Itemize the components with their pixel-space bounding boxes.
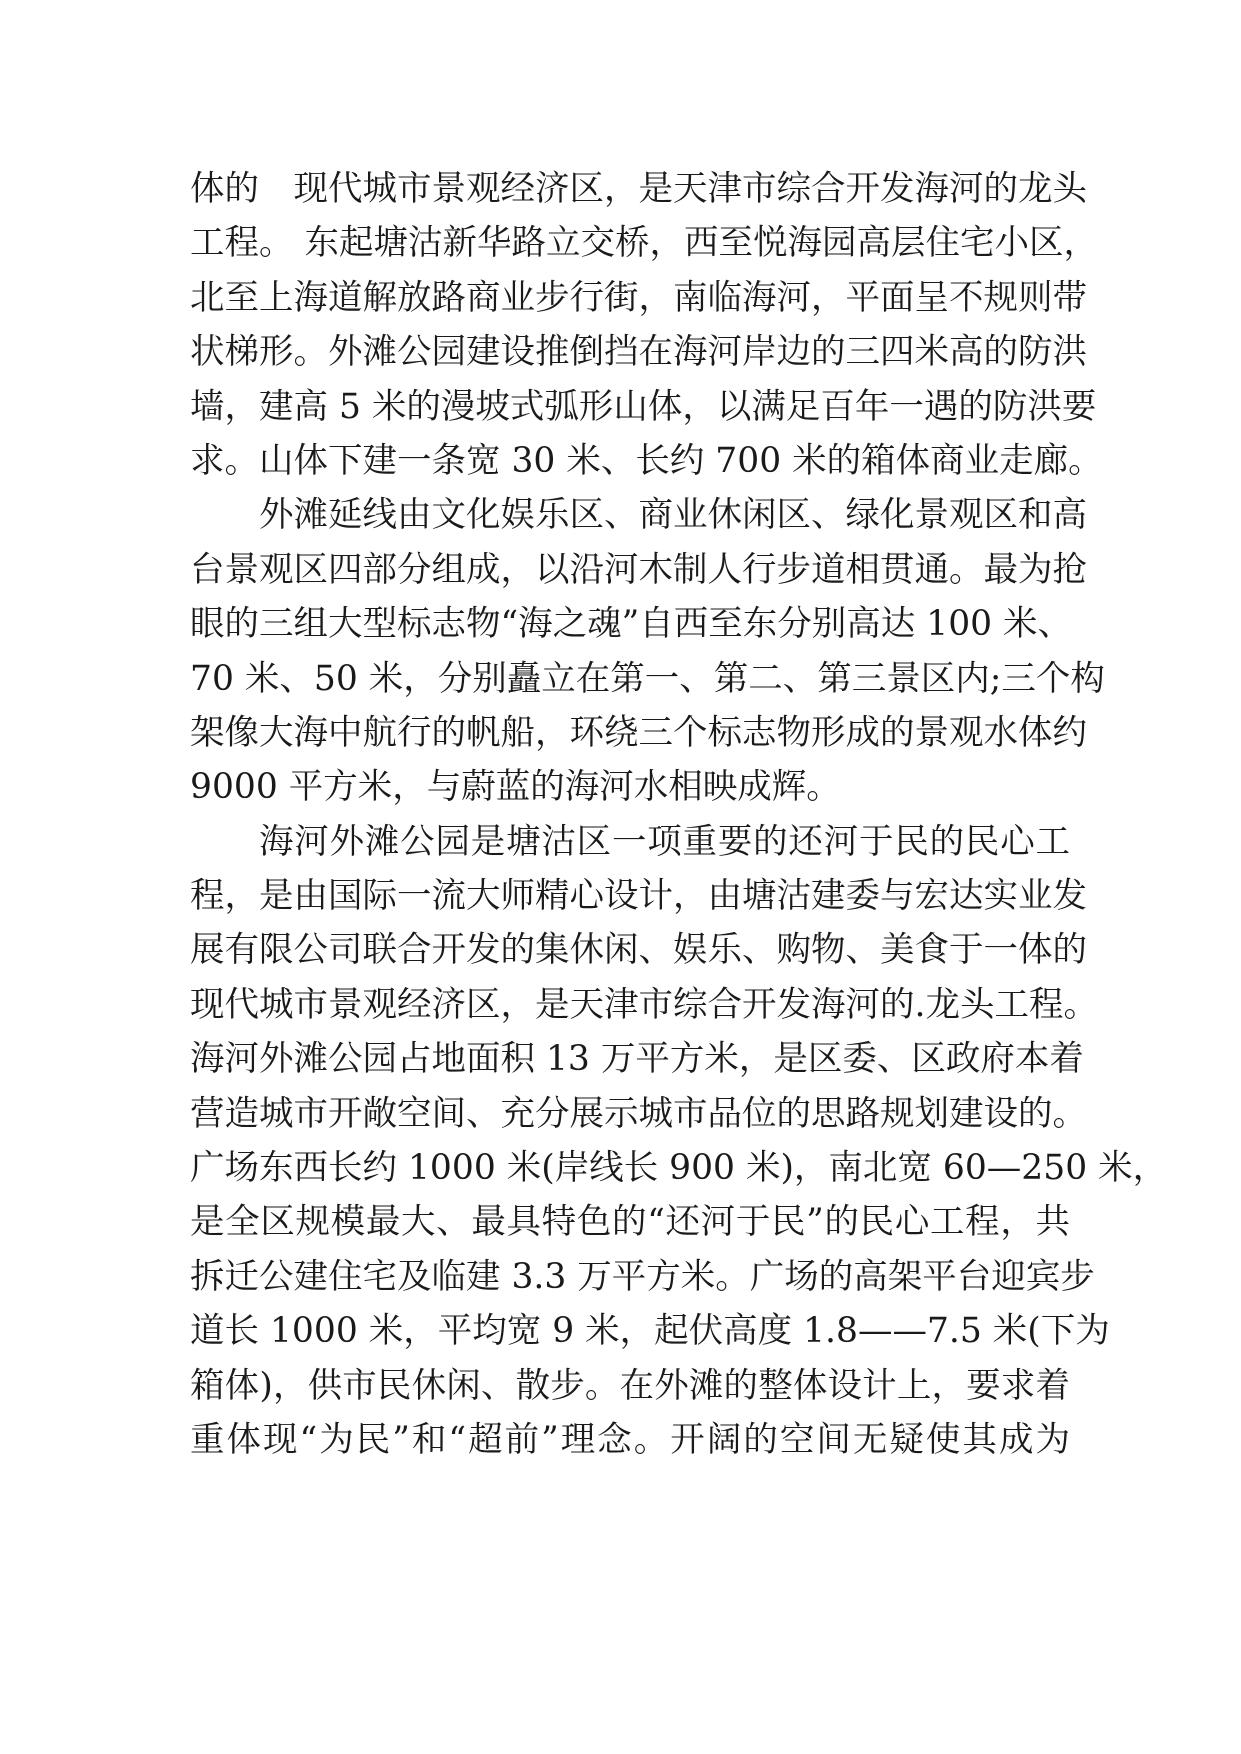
text-line: 70 米、50 米，分别矗立在第一、第二、第三景区内;三个构 (190, 658, 1105, 699)
text-line: 台景观区四部分组成，以沿河木制人行步道相贯通。最为抢 (190, 549, 1087, 590)
body-text (190, 162, 1168, 1467)
text-line: 海河外滩公园占地面积 13 万平方米，是区委、区政府本着 (190, 1039, 1084, 1080)
text-line: 展有限公司联合开发的集休闲、娱乐、购物、美食于一体的 (190, 930, 1087, 971)
text-line-indented: 外滩延线由文化娱乐区、商业休闲区、绿化景观区和高 (259, 495, 1087, 536)
text-line: 体的 现代城市景观经济区，是天津市综合开发海河的龙头 (190, 169, 1087, 209)
text-line: 是全区规模最大、最具特色的“还河于民”的民心工程，共 (190, 1202, 1070, 1243)
text-line: 现代城市景观经济区，是天津市综合开发海河的.龙头工程。 (190, 984, 1098, 1025)
text-line: 9000 平方米，与蔚蓝的海河水相映成辉。 (190, 767, 841, 808)
text-line-indented: 海河外滩公园是塘沽区一项重要的还河于民的民心工 (259, 821, 1070, 862)
text-line: 重体现“为民”和“超前”理念。开阔的空间无疑使其成为 (190, 1419, 1070, 1460)
text-line: 求。山体下建一条宽 30 米、长约 700 米的箱体商业走廊。 (190, 440, 1103, 481)
text-line: 营造城市开敞空间、充分展示城市品位的思路规划建设的。 (190, 1093, 1087, 1134)
text-line: 眼的三组大型标志物“海之魂”自西至东分别高达 100 米、 (190, 604, 1073, 645)
text-line: 拆迁公建住宅及临建 3.3 万平方米。广场的高架平台迎宾步 (190, 1256, 1095, 1297)
text-line: 箱体)，供市民休闲、散步。在外滩的整体设计上，要求着 (190, 1365, 1070, 1406)
text-line: 架像大海中航行的帆船，环绕三个标志物形成的景观水体约 (190, 712, 1087, 753)
text-line: 状梯形。外滩公园建设推倒挡在海河岸边的三四米高的防洪 (190, 332, 1087, 373)
text-line: 广场东西长约 1000 米(岸线长 900 米)，南北宽 60—250 米， (190, 1148, 1168, 1189)
text-line: 墙，建高 5 米的漫坡式弧形山体，以满足百年一遇的防洪要 (190, 386, 1097, 427)
text-line: 道长 1000 米，平均宽 9 米，起伏高度 1.8——7.5 米(下为 (190, 1311, 1110, 1352)
text-line: 北至上海道解放路商业步行街，南临海河，平面呈不规则带 (190, 277, 1087, 318)
text-line: 程，是由国际一流大师精心设计，由塘沽建委与宏达实业发 (190, 876, 1087, 917)
text-line: 工程。 东起塘沽新华路立交桥，西至悦海园高层住宅小区， (190, 223, 1098, 264)
